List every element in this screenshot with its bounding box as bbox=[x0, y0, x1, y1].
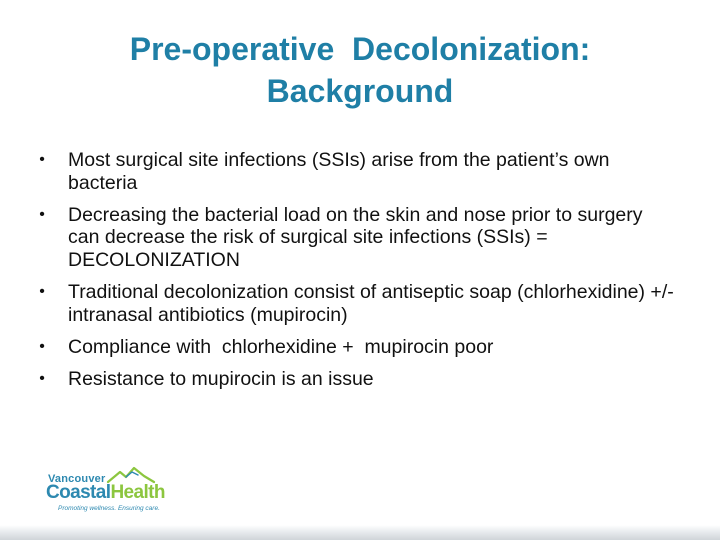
bullet-item bbox=[36, 149, 676, 194]
bullet-list bbox=[36, 149, 680, 400]
bullet-item bbox=[36, 204, 676, 272]
slide-title bbox=[30, 28, 690, 112]
bullet-item bbox=[36, 280, 680, 326]
bullet-text: Decreasing the bacterial load on the skin and nose prior to surgery can decrease the risk of surgical site infections (SSIs) = DECOLONIZATION bbox=[68, 203, 648, 271]
bullet-text: Traditional decolonization consist of antiseptic soap (chlorhexidine) +/- intranasal antibiotics (mupirocin) bbox=[68, 280, 680, 326]
bullet-text: Most surgical site infections (SSIs) arise from the patient’s own bacteria bbox=[68, 149, 615, 194]
footer-band bbox=[0, 525, 720, 540]
title-line-2: Background bbox=[266, 73, 454, 109]
bullet-icon: • bbox=[39, 205, 45, 223]
bullet-icon: • bbox=[39, 369, 45, 387]
bullet-item bbox=[36, 336, 676, 359]
logo-tagline: Promoting wellness. Ensuring care. bbox=[58, 505, 160, 512]
logo-line-2 bbox=[46, 482, 165, 504]
logo-line-1: Vancouver bbox=[48, 473, 106, 485]
bullet-icon: • bbox=[39, 282, 45, 300]
logo-line-2-part-1: Coastal bbox=[46, 482, 111, 503]
bullet-icon: • bbox=[39, 151, 45, 168]
title-line-1: Pre-operative Decolonization: bbox=[129, 31, 591, 67]
bullet-text: Resistance to mupirocin is an issue bbox=[68, 367, 374, 390]
bullet-icon: • bbox=[39, 337, 45, 355]
bullet-item bbox=[36, 368, 676, 391]
bullet-text: Compliance with chlorhexidine + mupirocin poor bbox=[68, 335, 494, 358]
logo-line-2-part-2: Health bbox=[110, 482, 165, 503]
vch-logo bbox=[46, 460, 176, 518]
